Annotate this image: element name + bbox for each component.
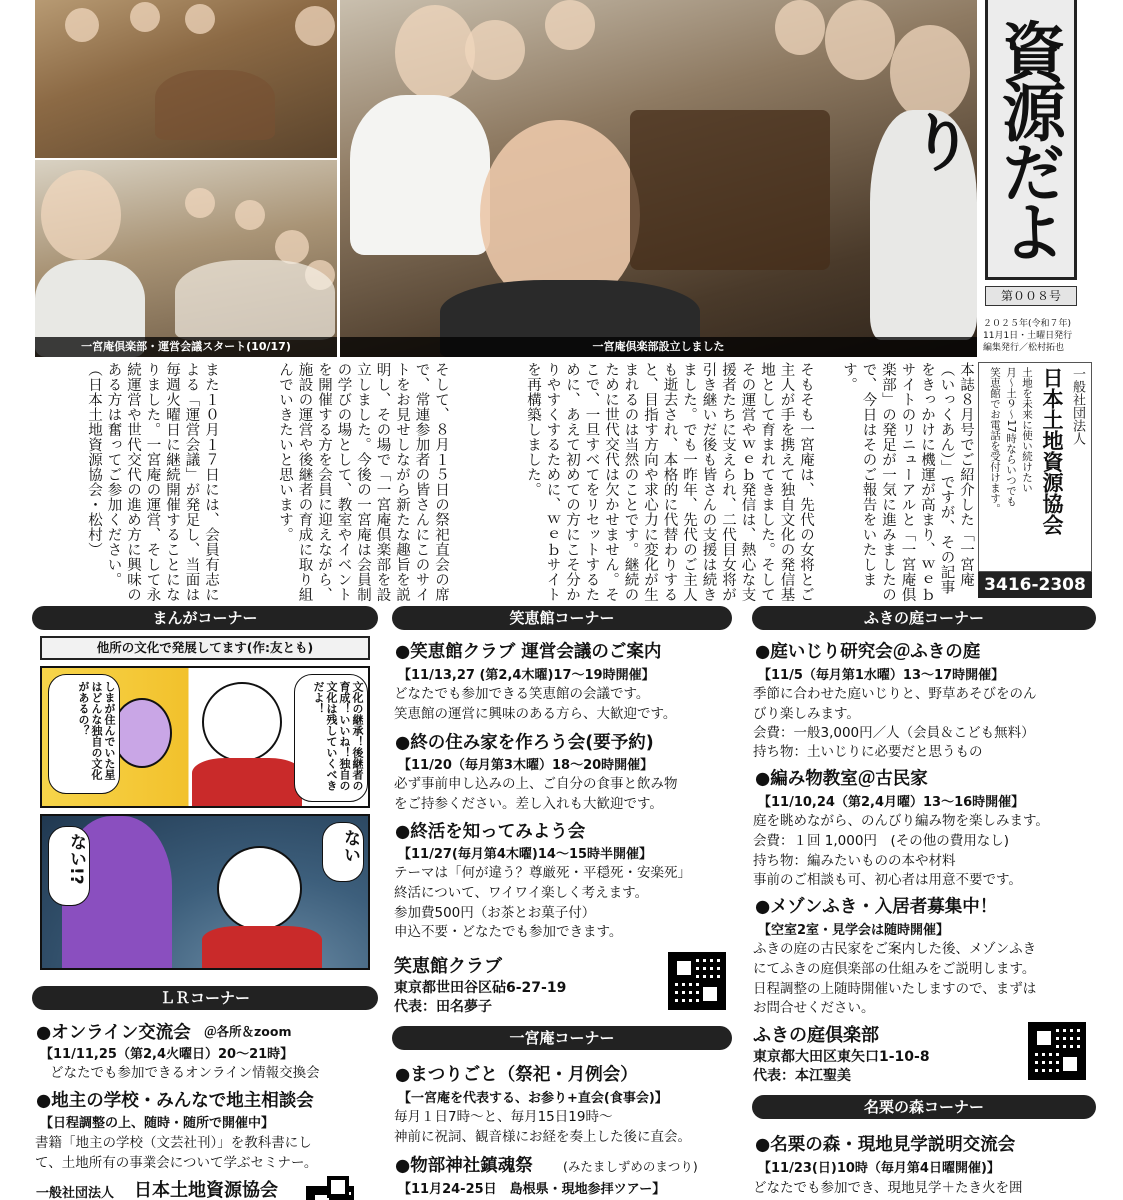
lr-item1-title: ●オンライン交流会 — [36, 1023, 191, 1043]
fukinoniwa-item2-line4: 事前のご相談も可、初心者は用意不要です。 — [753, 872, 1022, 888]
fukinoniwa-item1-line1: 季節に合わせた庭いじりと、野草あそびをのん — [753, 686, 1037, 702]
issue-number: 第００８号 — [985, 286, 1077, 306]
ichinomiya-item1-title: ●まつりごと（祭祀・月例会） — [395, 1065, 638, 1085]
fukinoniwa-item1-title: ●庭いじり研究会＠ふきの庭 — [755, 642, 981, 662]
shokeikan-item1-line1: どなたでも参加できる笑恵館の会議です。 — [394, 686, 650, 702]
shokeikan-item1-line2: 笑恵館の運営に興味のある方ら、大歓迎です。 — [394, 706, 677, 722]
nakuri-item1-title: ●名栗の森・現地見学説明交流会 — [755, 1135, 1016, 1155]
speech-bubble-left: しまが住んでいた星はどんな独自の文化があるの？ — [48, 674, 120, 794]
caption-main: 一宮庵倶楽部設立しました — [340, 337, 977, 357]
lr-item2-line1: 書籍「地主の学校（文芸社刊）」を教科書にし — [35, 1135, 312, 1151]
shokeikan-club-rep: 代表：田名夢子 — [394, 999, 492, 1015]
character-alien — [112, 698, 172, 768]
fukinoniwa-item2-line2: 会費：１回 1,000円 (その他の費用なし) — [753, 833, 1009, 849]
speech-bubble-right: 文化の継承！後継者の育成！いいね！独自の文化は残していくべきだよ！ — [294, 674, 368, 802]
pub-date-year: ２０２５年(令和７年) — [983, 319, 1072, 329]
fukinoniwa-item3-title: ●メゾンふき・入居者募集中！ — [755, 897, 998, 917]
shokeikan-qr-code[interactable] — [668, 952, 726, 1010]
association-desc-1: 土地を未来に使い続けたい — [1021, 367, 1033, 493]
manga-corner-header: まんがコーナー — [32, 606, 378, 630]
shokeikan-item3-line3: 参加費500円（お茶とお菓子付） — [394, 905, 596, 921]
article-column-3: そして、８月１５日の祭祀直会の席で、常連参加者の皆さんにこのサイトをお見せしながら新たな趣旨を説明し、その場で「一宮庵倶楽部を設立しました。今後の一宮庵は会員制の学びの場として、教室やイベントを開催する方を会員に迎えながら、施設の運営や後継者の育成に取り組んでいきたいと思います。 — [277, 362, 449, 602]
phone-number: 3416-2308 — [978, 572, 1092, 598]
association-desc-2: 月〜土９〜17時ならいつでも — [1005, 367, 1017, 507]
association-name: 日本土地資源協会 — [1040, 367, 1064, 535]
publication-info — [983, 318, 1091, 354]
fukinoniwa-club-rep: 代表：本江聖美 — [753, 1068, 851, 1084]
shokeikan-item3-line4: 申込不要・どなたでも参加できます。 — [394, 924, 623, 940]
shokeikan-item3-sub: 【11/27(毎月第4木曜)14〜15時半開催】 — [398, 847, 653, 862]
nakuri-corner-header: 名栗の森コーナー — [752, 1095, 1096, 1119]
fukinoniwa-item2-sub: 【11/10,24（第2,4月曜）13〜16時開催】 — [758, 795, 1025, 810]
nakuri-item1-line1: どなたでも参加でき、現地見学＋たき火を囲 — [753, 1180, 1023, 1196]
fukinoniwa-item1-line4: 持ち物：土いじりに必要だと思うもの — [753, 744, 983, 760]
ichinomiya-item2-ruby: (みたましずめのまつり) — [563, 1159, 698, 1174]
shokeikan-item1-sub: 【11/13,27 (第2,4木曜)17〜19時開催】 — [398, 668, 655, 683]
fukinoniwa-club-address: 東京都大田区東矢口1-10-8 — [753, 1049, 930, 1065]
fukinoniwa-qr-code[interactable] — [1028, 1022, 1086, 1080]
photo-party-main — [340, 0, 977, 357]
character-white-2 — [217, 846, 302, 931]
association-label: 一般社団法人 — [1070, 367, 1085, 445]
masthead — [899, 0, 1077, 280]
ichinomiya-item1-line2: 神前に祝詞、観音様にお経を奏上した後に直会。 — [394, 1129, 691, 1145]
ichinomiya-corner-header: 一宮庵コーナー — [392, 1026, 732, 1050]
shokeikan-club-address: 東京都世田谷区砧6-27-19 — [394, 980, 567, 996]
speech-bubble-p2a: ない — [322, 822, 364, 882]
article-column-1: 本誌８月号でご紹介した「一宮庵（いっくあん）」ですが、その記事をきっかけに機運が高まり、ｗｅｂサイトのリニューアルと「一宮庵倶楽部」の発足が一気に進みましたので、今日はそのご報告をいたします。 — [841, 362, 974, 602]
lr-corner-header: ＬＲコーナー — [32, 986, 378, 1010]
shokeikan-item2-line2: をご持参ください。差し入れも大歓迎です。 — [394, 796, 663, 812]
lr-item2-title: ●地主の学校・みんなで地主相談会 — [36, 1091, 314, 1111]
fukinoniwa-item3-line3: 日程調整の上随時開催いたしますので、まずは — [753, 981, 1037, 997]
ichinomiya-item2-sub: 【11月24-25日 島根県・現地参拝ツアー】 — [398, 1182, 666, 1197]
fukinoniwa-item3-line4: お問合せください。 — [753, 1000, 875, 1016]
lr-footer-small: 一般社団法人 — [36, 1186, 115, 1200]
ichinomiya-item1-sub: 【一宮庵を代表する、お参り+直会(食事会)】 — [398, 1091, 668, 1106]
shokeikan-item2-line1: 必ず事前申し込みの上、ご自分の食事と飲み物 — [394, 776, 678, 792]
manga-panel-2 — [40, 814, 370, 970]
fukinoniwa-item2-line1: 庭を眺めながら、のんびり編み物を楽しみます。 — [753, 813, 1049, 829]
lr-item2-sub: 【日程調整の上、随時・随所で開催中】 — [40, 1116, 275, 1131]
article-column-4: また１０月１７日には、会員有志による「運営会議」が発足し、当面は毎週火曜日に継続開催することになりました。一宮庵の運営、そして永続運営や世代交代の進め方に興味のある方は奮ってご参加ください。（日本土地資源協会・松村） — [86, 362, 219, 602]
lr-item1-sub: 【11/11,25（第2,4火曜日）20〜21時】 — [40, 1047, 294, 1062]
pub-editor: 編集発行／松村拓也 — [983, 343, 1065, 353]
fukinoniwa-item3-line1: ふきの庭の古民家をご案内した後、メゾンふき — [753, 941, 1037, 957]
photo-meeting-top — [35, 0, 337, 158]
character-white — [202, 682, 282, 762]
ichinomiya-item2-title: ●物部神社鎮魂祭 — [395, 1156, 533, 1176]
pub-date-day: 11月1日・土曜日発行 — [983, 331, 1073, 341]
lr-item1-line1: どなたでも参加できるオンライン情報交換会 — [50, 1065, 320, 1081]
fukinoniwa-item1-line2: びり楽しみます。 — [753, 706, 860, 722]
association-desc-3: 笑恵館でお電話を受付けます。 — [989, 367, 1001, 514]
newsletter-title: 資源だより — [899, 19, 1065, 259]
shokeikan-item2-title: ●終の住み家を作ろう会(要予約) — [395, 733, 654, 753]
shokeikan-item3-line2: 終活について、ワイワイ楽しく考えます。 — [394, 885, 649, 901]
article-column-2: そもそも一宮庵は、先代の女将とご主人が手を携えて独自文化の発信基地として育まれてきました。そしてその運営やｗｅｂ発信は、熱心な支援者たちに支えられ、二代目女将が引き継いだ後も皆さんの支援は続きました。でも一昨年、先代のご主人も逝去され、本格的に代替わりすると、目指す方向や求心力に変化が生まれるのは当然のことです。継続のために世代交代は欠かせません。そこで、一旦すべてをリセットするために、あえて初めての方にこそ分かりやすくするために、ｗｅｂサイトを再構築しました。 — [525, 362, 814, 602]
association-box — [978, 362, 1092, 572]
manga-title: 他所の文化で発展してます(作:友とも) — [40, 636, 370, 660]
fukinoniwa-item1-line3: 会費：一般3,000円／人（会員＆こども無料） — [753, 725, 1035, 741]
manga-panel-1 — [40, 666, 370, 808]
fukinoniwa-item3-line2: にてふきの庭倶楽部の仕組みをご説明します。 — [753, 961, 1036, 977]
caption-left: 一宮庵倶楽部・運営会議スタート(10/17) — [35, 337, 337, 357]
shokeikan-club-name: 笑恵館クラブ — [394, 956, 502, 977]
shokeikan-corner-header: 笑恵館コーナー — [392, 606, 732, 630]
lr-item2-line2: て、土地所有の事業会について学ぶセミナー。 — [35, 1155, 318, 1171]
shokeikan-item1-title: ●笑恵館クラブ 運営会議のご案内 — [395, 642, 662, 662]
fukinoniwa-item2-title: ●編み物教室＠古民家 — [755, 769, 928, 789]
speech-bubble-p2b: ない!? — [48, 826, 90, 906]
fukinoniwa-item2-line3: 持ち物：編みたいものの本や材料 — [753, 853, 956, 869]
nakuri-item1-sub: 【11/23(日)10時（毎月第4日曜開催)】 — [758, 1161, 1000, 1176]
shokeikan-item2-sub: 【11/20（毎月第3木曜）18〜20時開催】 — [398, 758, 654, 773]
ichinomiya-item1-line1: 毎月１日7時〜と、毎月15日19時〜 — [394, 1109, 613, 1125]
fukinoniwa-club-name: ふきの庭倶楽部 — [753, 1025, 879, 1046]
lr-footer-name: 日本土地資源協会 — [134, 1180, 278, 1200]
photo-meeting-group — [35, 160, 337, 357]
shokeikan-item3-title: ●終活を知ってみよう会 — [395, 822, 586, 842]
fukinoniwa-corner-header: ふきの庭コーナー — [752, 606, 1096, 630]
fukinoniwa-item1-sub: 【11/5（毎月第1水曜）13〜17時開催】 — [758, 668, 1005, 683]
lr-item1-where: ＠各所＆zoom — [204, 1024, 292, 1039]
lr-qr-code[interactable] — [306, 1186, 354, 1200]
fukinoniwa-item3-sub: 【空室2室・見学会は随時開催】 — [758, 923, 950, 938]
shokeikan-item3-line1: テーマは「何が違う？尊厳死・平穏死・安楽死」 — [394, 865, 691, 881]
